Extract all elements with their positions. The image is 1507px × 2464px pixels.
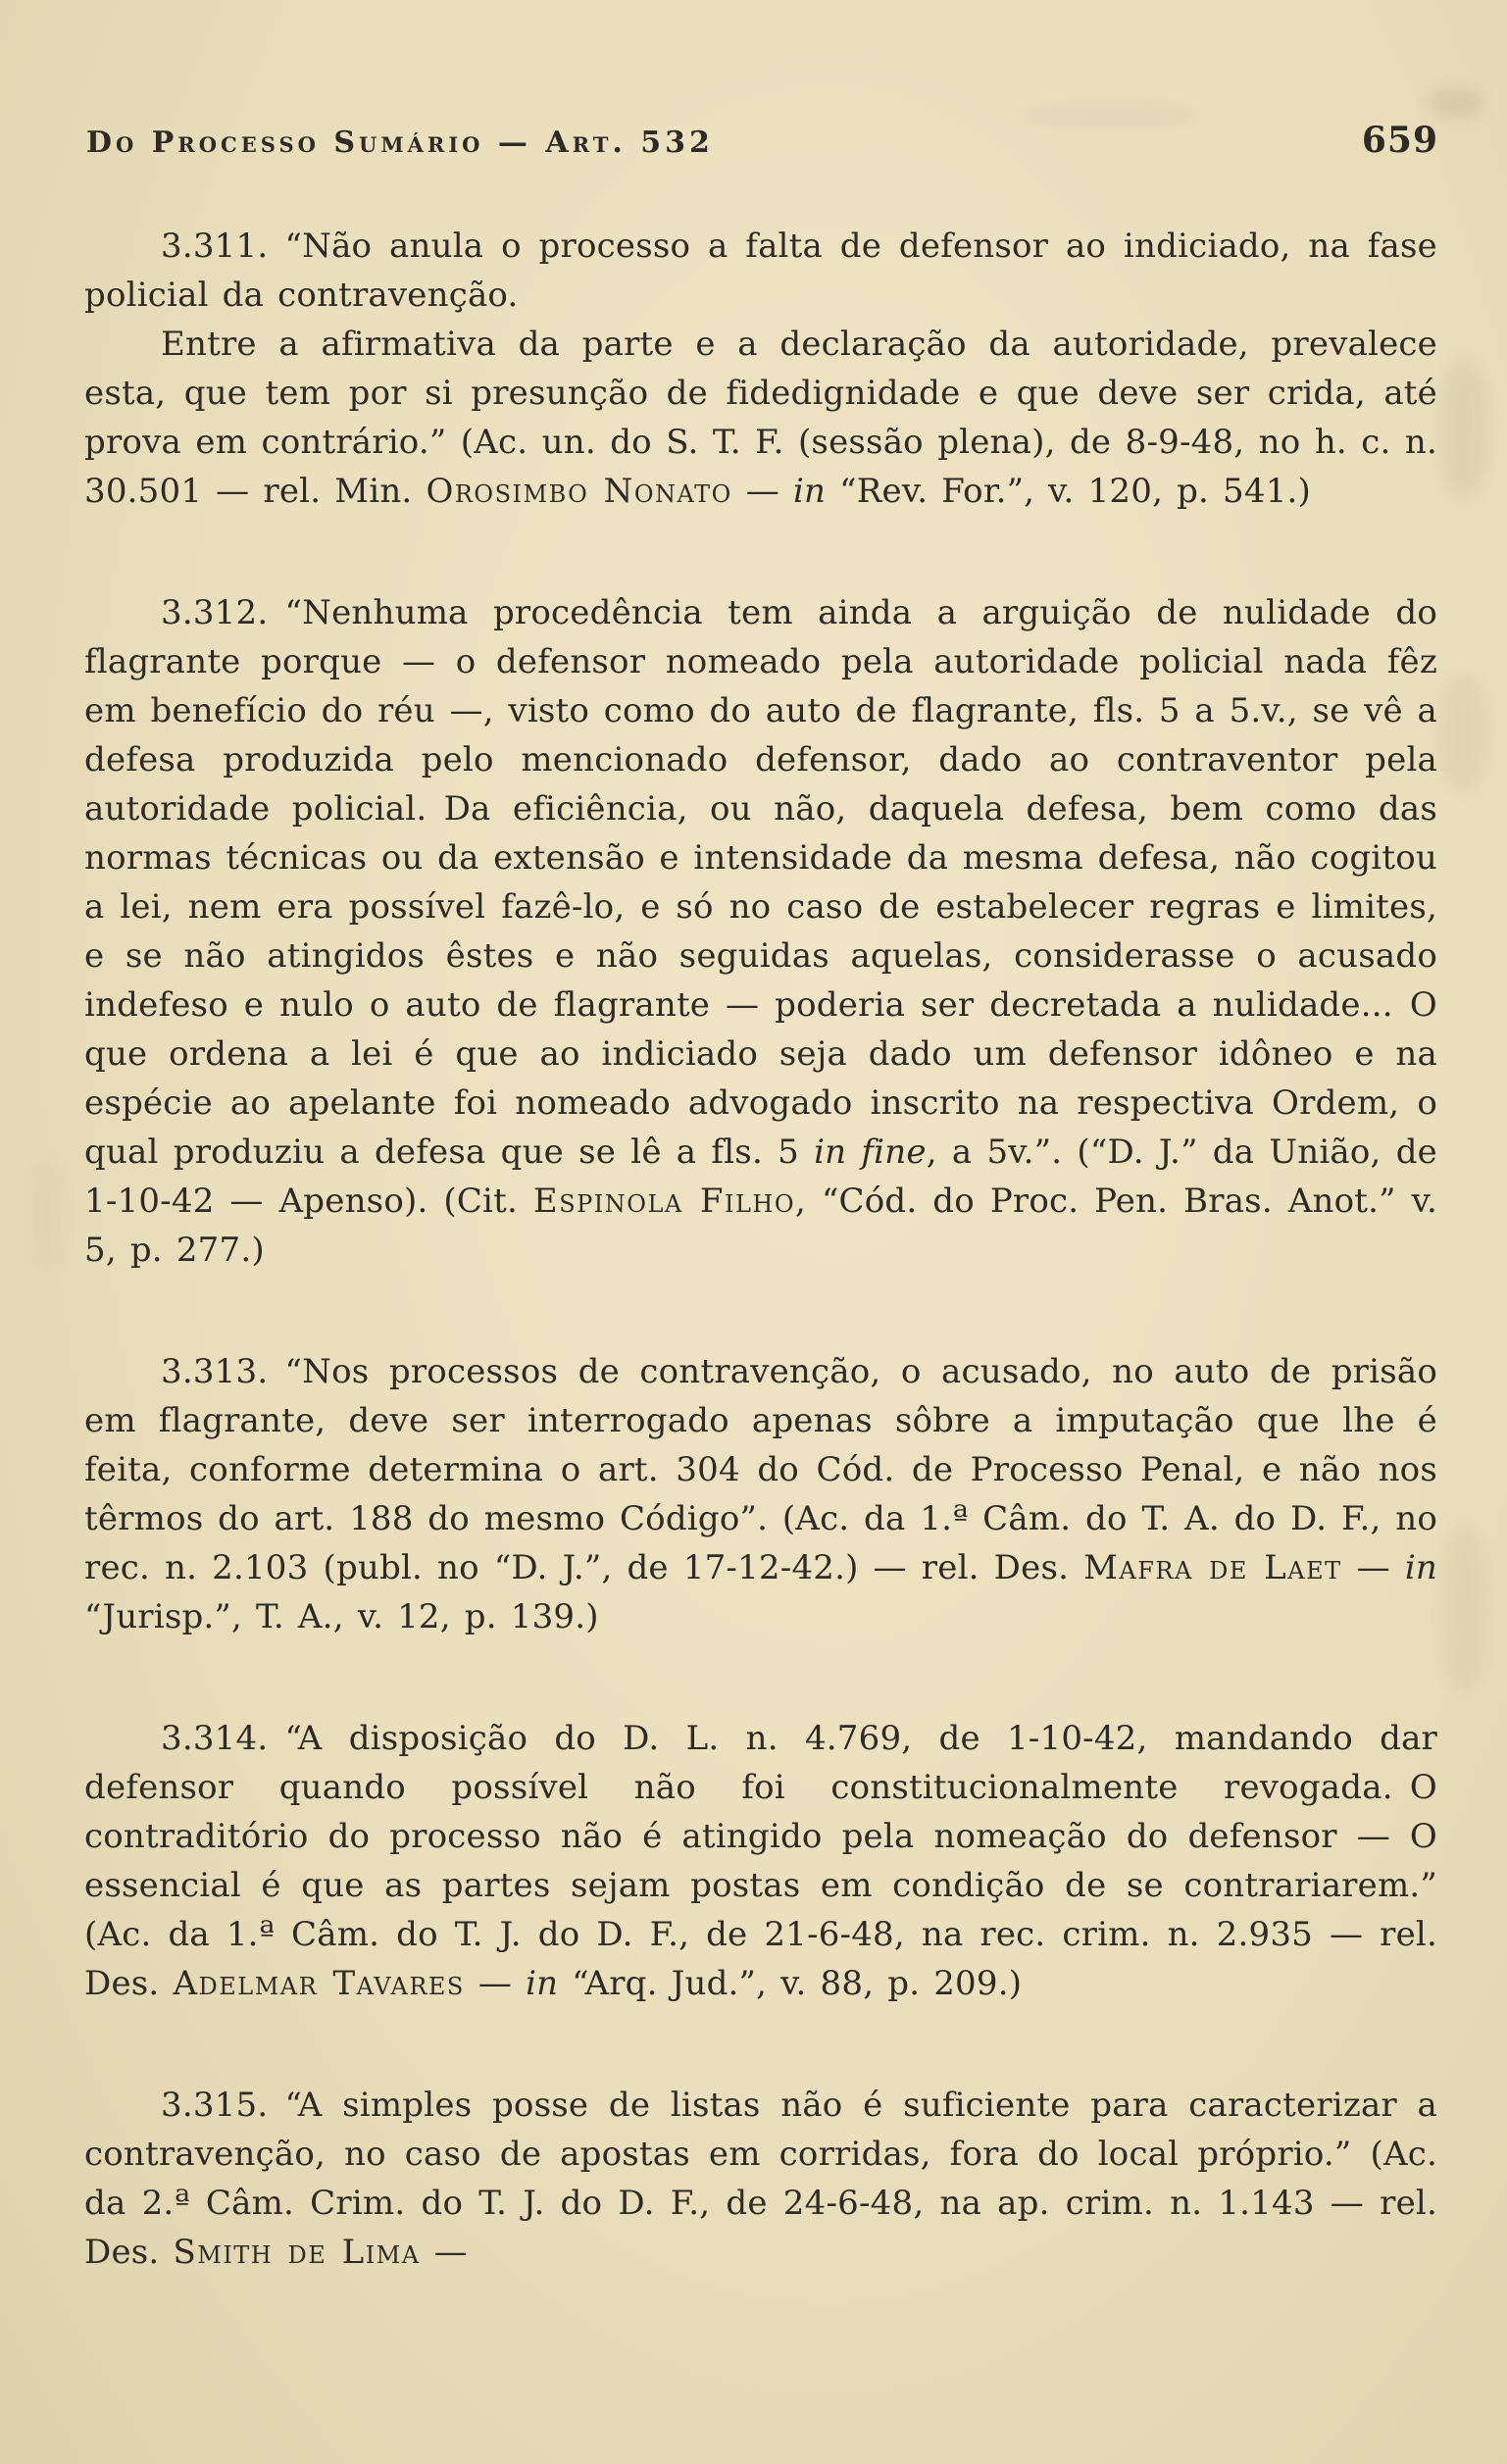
citation-name: Espinola Filho <box>532 1182 796 1221</box>
latin-term: in <box>526 1964 559 2003</box>
ink-showthrough <box>1441 1526 1488 1692</box>
citation-name: Adelmar Tavares <box>173 1964 465 2003</box>
text-run: 3.311. “Não anula o processo a falta de defensor ao indiciado, na fase policial da contravenção. <box>84 226 1437 315</box>
ink-showthrough <box>1427 86 1485 120</box>
latin-term: in <box>792 472 827 511</box>
text-run: Entre a afirmativa da parte e a declaração da autoridade, prevalece esta, que tem por si presunção de fidedignidade e que deve ser crida, até prova em contrário.” (Ac. un. do S. T. F. (sessão plena), de 8-9-48, no h. c. n. 30.501 — rel. Min. <box>84 325 1437 511</box>
text-run: — <box>731 472 793 511</box>
latin-term: in <box>1404 1548 1438 1587</box>
text-run: — <box>464 1964 527 2003</box>
paragraph-3312 <box>84 588 1437 1275</box>
paragraph-3311-b <box>84 320 1437 516</box>
text-run: , “Cód. do Proc. Pen. Bras. Anot.” v. 5, p. 277.) <box>84 1182 1437 1270</box>
page-header <box>86 120 1438 161</box>
citation-name: Orosimbo Nonato <box>426 472 732 511</box>
ink-showthrough <box>1439 361 1488 498</box>
paragraph-3313 <box>84 1347 1437 1641</box>
paragraph-3315 <box>84 2081 1437 2277</box>
text-run: — <box>1341 1548 1405 1587</box>
page-body <box>84 222 1437 2277</box>
latin-term: in fine <box>814 1132 927 1172</box>
ink-showthrough <box>1437 675 1488 792</box>
paragraph-3311-a <box>84 222 1437 320</box>
text-run: “Jurisp.”, T. A., v. 12, p. 139.) <box>84 1597 599 1636</box>
paragraph-3314 <box>84 1714 1437 2008</box>
text-run: 3.312. “Nenhuma procedência tem ainda a arguição de nulidade do flagrante porque — o defensor nomeado pela autoridade policial nada fêz em benefício do réu —, visto como do auto de flagrante, fls. 5 a 5.v., se vê a defesa produzida pelo mencionado defensor, dado ao contraventor pela autoridade policial. Da eficiência, ou não, daquela defesa, bem como das normas técnicas ou da extensão e intensidade da mesma defesa, não cogitou a lei, nem era possível fazê-lo, e só no caso de estabelecer regras e limites, e se não atingidos êstes e não seguidas aquelas, considerasse o acusado indefeso e nulo o auto de flagrante — poderia ser decretada a nulidade... O que ordena a lei é que ao indiciado seja dado um defensor idôneo e na espécie ao apelante foi nomeado advogado inscrito na respectiva Ordem, o qual produziu a defesa que se lê a fls. 5 <box>84 593 1437 1172</box>
text-run: , a 5v.”. (“D. J.” da União, de 1-10-42 — Apenso). (Cit. <box>84 1132 1437 1221</box>
citation-name: Smith de Lima <box>173 2233 421 2272</box>
running-title: Do Processo Sumário — Art. 532 <box>86 126 714 160</box>
citation-name: Mafra de Laet <box>1083 1548 1342 1587</box>
text-run: 3.315. “A simples posse de listas não é suficiente para caracterizar a contravenção, no caso de apostas em corridas, fora do local próprio.” (Ac. da 2.ª Câm. Crim. do T. J. do D. F., de 24-6-48, na ap. crim. n. 1.143 — rel. Des. <box>84 2086 1437 2272</box>
text-run: 3.314. “A disposição do D. L. n. 4.769, de 1-10-42, mandando dar defensor quando possível não foi constitucionalmente revogada. O contraditório do processo não é atingido pela nomeação do defensor — O essencial é que as partes sejam postas em condição de se contrariarem.” (Ac. da 1.ª Câm. do T. J. do D. F., de 21-6-48, na rec. crim. n. 2.935 — rel. Des. <box>84 1719 1437 2003</box>
text-run: — <box>420 2233 468 2272</box>
text-run: “Arq. Jud.”, v. 88, p. 209.) <box>558 1964 1023 2003</box>
page-number: 659 <box>1361 120 1438 161</box>
text-run: 3.313. “Nos processos de contravenção, o acusado, no auto de prisão em flagrante, deve ser interrogado apenas sôbre a imputação que lhe é feita, conforme determina o art. 304 do Cód. de Processo Penal, e não nos têrmos do art. 188 do mesmo Código”. (Ac. da 1.ª Câm. do T. A. do D. F., no rec. n. 2.103 (publ. no “D. J.”, de 17-12-42.) — rel. Des. <box>84 1352 1437 1587</box>
text-run: “Rev. For.”, v. 120, p. 541.) <box>826 472 1312 511</box>
ink-showthrough <box>29 1157 65 1275</box>
